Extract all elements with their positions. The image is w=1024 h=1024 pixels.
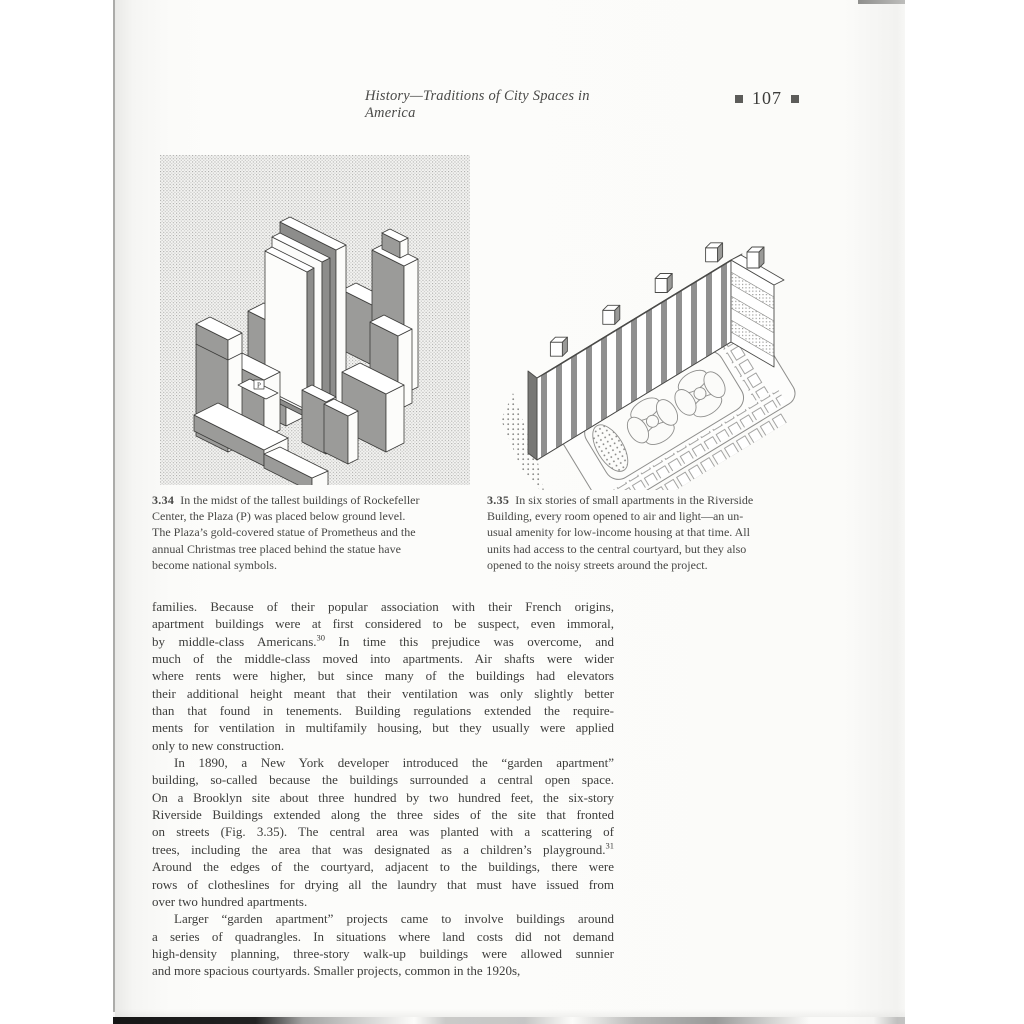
caption-line: The Plaza’s gold-covered statue of Prometheus and the — [152, 525, 416, 540]
text-line: rows of clotheslines for drying all the laundry that must have issued from — [152, 876, 614, 892]
page-left-edge — [113, 0, 115, 1012]
text-line: than that found in tenements. Building regulations extended the require- — [152, 703, 614, 719]
page-number-block — [735, 88, 799, 109]
text-line: on streets (Fig. 3.35). The central area was planted with a scattering of — [152, 824, 614, 840]
caption-line: units had access to the central courtyard, but they also — [487, 541, 747, 556]
text-line: families. Because of their popular association with their French origins, — [152, 599, 614, 614]
text-line: On a Brooklyn site about three hundred by two hundred feet, the six-story — [152, 789, 614, 805]
page-bottom-edge — [113, 1017, 905, 1024]
page-number: 107 — [752, 88, 782, 108]
square-ornament-icon — [735, 95, 743, 103]
figure-334-caption — [152, 492, 484, 573]
caption-line: Center, the Plaza (P) was placed below ground level. — [152, 509, 406, 524]
text-line: Around the edges of the courtyard, adjacent to the buildings, there were — [152, 859, 614, 875]
text-line: by middle-class Americans.$^{30}$ In time this prejudice was overcome, and — [152, 632, 614, 649]
text-line: trees, including the area that was designated as a children’s playground.$^{31}$ — [152, 840, 614, 857]
caption-line: annual Christmas tree placed behind the statue have — [152, 541, 401, 556]
text-line: much of the middle-class moved into apartments. Air shafts were wider — [152, 651, 614, 667]
text-line: building, so-called because the buildings surrounded a central open space. — [152, 772, 614, 788]
text-line: over two hundred apartments. — [152, 893, 308, 909]
text-line: where rents were higher, but since many of the buildings had elevators — [152, 668, 614, 684]
scan-top-edge — [858, 0, 905, 4]
body-text — [152, 598, 614, 980]
figure-number: 3.34 — [152, 493, 175, 507]
text-line: their additional height meant that their ventilation was only slightly better — [152, 685, 614, 701]
figure-number: 3.35 — [487, 493, 510, 507]
figure-335-caption — [487, 492, 805, 573]
text-line: ments for ventilation in multifamily housing, but they usually were applied — [152, 720, 614, 736]
caption-line: 3.35 In six stories of small apartments in the Riverside — [487, 493, 754, 507]
text-line: Larger “garden apartment” projects came to involve buildings around — [174, 911, 614, 927]
text-line: and more spacious courtyards. Smaller projects, common in the 1920s, — [152, 963, 521, 979]
caption-line: opened to the noisy streets around the project. — [487, 557, 708, 572]
text-line: Riverside Buildings extended along the three sides of the site that fronted — [152, 807, 614, 823]
figure-334-illustration — [160, 155, 470, 485]
text-line: a series of quadrangles. In situations where land costs did not demand — [152, 928, 614, 944]
caption-line: usual amenity for low-income housing at that time. All — [487, 525, 750, 540]
plaza-label: P — [257, 381, 261, 390]
caption-line: 3.34 In the midst of the tallest buildings of Rockefeller — [152, 493, 420, 507]
caption-line: become national symbols. — [152, 557, 277, 572]
text-line: In 1890, a New York developer introduced the “garden apartment” — [174, 755, 614, 771]
running-head: History—Traditions of City Spaces in America — [365, 88, 590, 121]
text-line: only to new construction. — [152, 737, 285, 753]
square-ornament-icon — [791, 95, 799, 103]
figure-335-illustration — [487, 158, 812, 490]
text-line: high-density planning, three-story walk-up buildings were allowed sunnier — [152, 945, 614, 961]
caption-line: Building, every room opened to air and light—an un- — [487, 509, 744, 524]
text-line: apartment buildings were at first considered to be suspect, even immoral, — [152, 616, 614, 632]
page-bottom-shadow — [113, 1009, 905, 1017]
